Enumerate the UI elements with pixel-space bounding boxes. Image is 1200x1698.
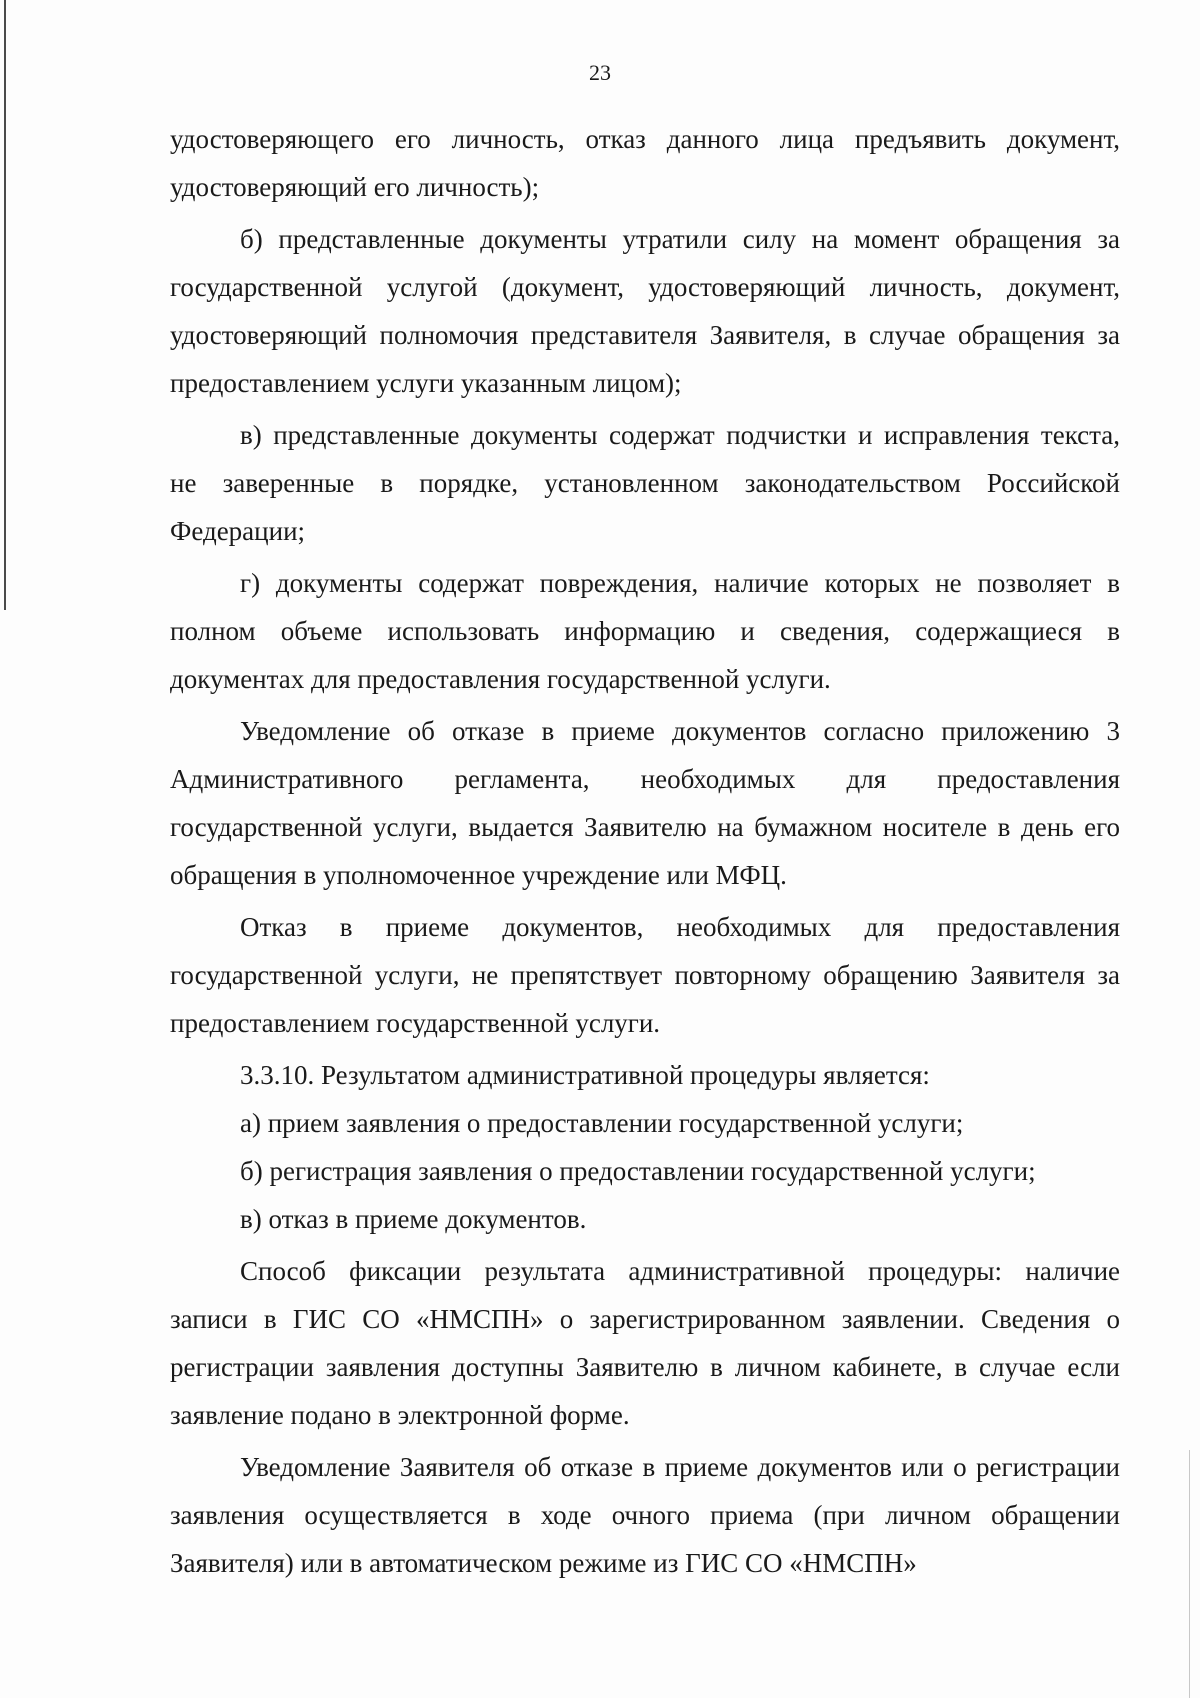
paragraph-item-g: г) документы содержат повреждения, наличие которых не позволяет в полном объеме использовать информацию и сведения, содержащиеся в документах для предоставления государственной услуги. — [170, 568, 1120, 694]
document-body — [170, 115, 1120, 1587]
paragraph-refusal-notice: Уведомление об отказе в приеме документов согласно приложению 3 Административного регламента, необходимых для предоставления государственной услуги, выдается Заявителю на бумажном носителе в день его обращения в уполномоченное учреждение или МФЦ. — [170, 716, 1120, 890]
paragraph-item-v: в) представленные документы содержат подчистки и исправления текста, не заверенные в порядке, установленном законодательством Российской Федерации; — [170, 420, 1120, 546]
paragraph-result-b: б) регистрация заявления о предоставлении государственной услуги; — [240, 1156, 1036, 1186]
paragraph-section-3-3-10: 3.3.10. Результатом административной процедуры является: — [240, 1060, 930, 1090]
scan-edge-right — [1189, 1450, 1190, 1698]
page-number: 23 — [589, 60, 611, 85]
paragraph-result-a: а) прием заявления о предоставлении государственной услуги; — [240, 1108, 964, 1138]
paragraph-item-b: б) представленные документы утратили силу на момент обращения за государственной услугой (документ, удостоверяющий личность, документ, удостоверяющий полномочия представителя Заявителя, в случае обращения за предоставлением услуги указанным лицом); — [170, 224, 1120, 398]
paragraph-fixation-method: Способ фиксации результата административной процедуры: наличие записи в ГИС СО «НМСПН» о зарегистрированном заявлении. Сведения о регистрации заявления доступны Заявителю в личном кабинете, в случае если заявление подано в электронной форме. — [170, 1256, 1120, 1430]
scan-edge-left — [4, 0, 6, 610]
paragraph-refusal-no-obstacle: Отказ в приеме документов, необходимых для предоставления государственной услуги, не препятствует повторному обращению Заявителя за предоставлением государственной услуги. — [170, 912, 1120, 1038]
paragraph-result-v: в) отказ в приеме документов. — [240, 1204, 587, 1234]
paragraph-notification: Уведомление Заявителя об отказе в приеме документов или о регистрации заявления осуществляется в ходе очного приема (при личном обращении Заявителя) или в автоматическом режиме из ГИС СО «НМСПН» — [170, 1452, 1120, 1578]
paragraph-continuation: удостоверяющего его личность, отказ данного лица предъявить документ, удостоверяющий его личность); — [170, 124, 1120, 202]
